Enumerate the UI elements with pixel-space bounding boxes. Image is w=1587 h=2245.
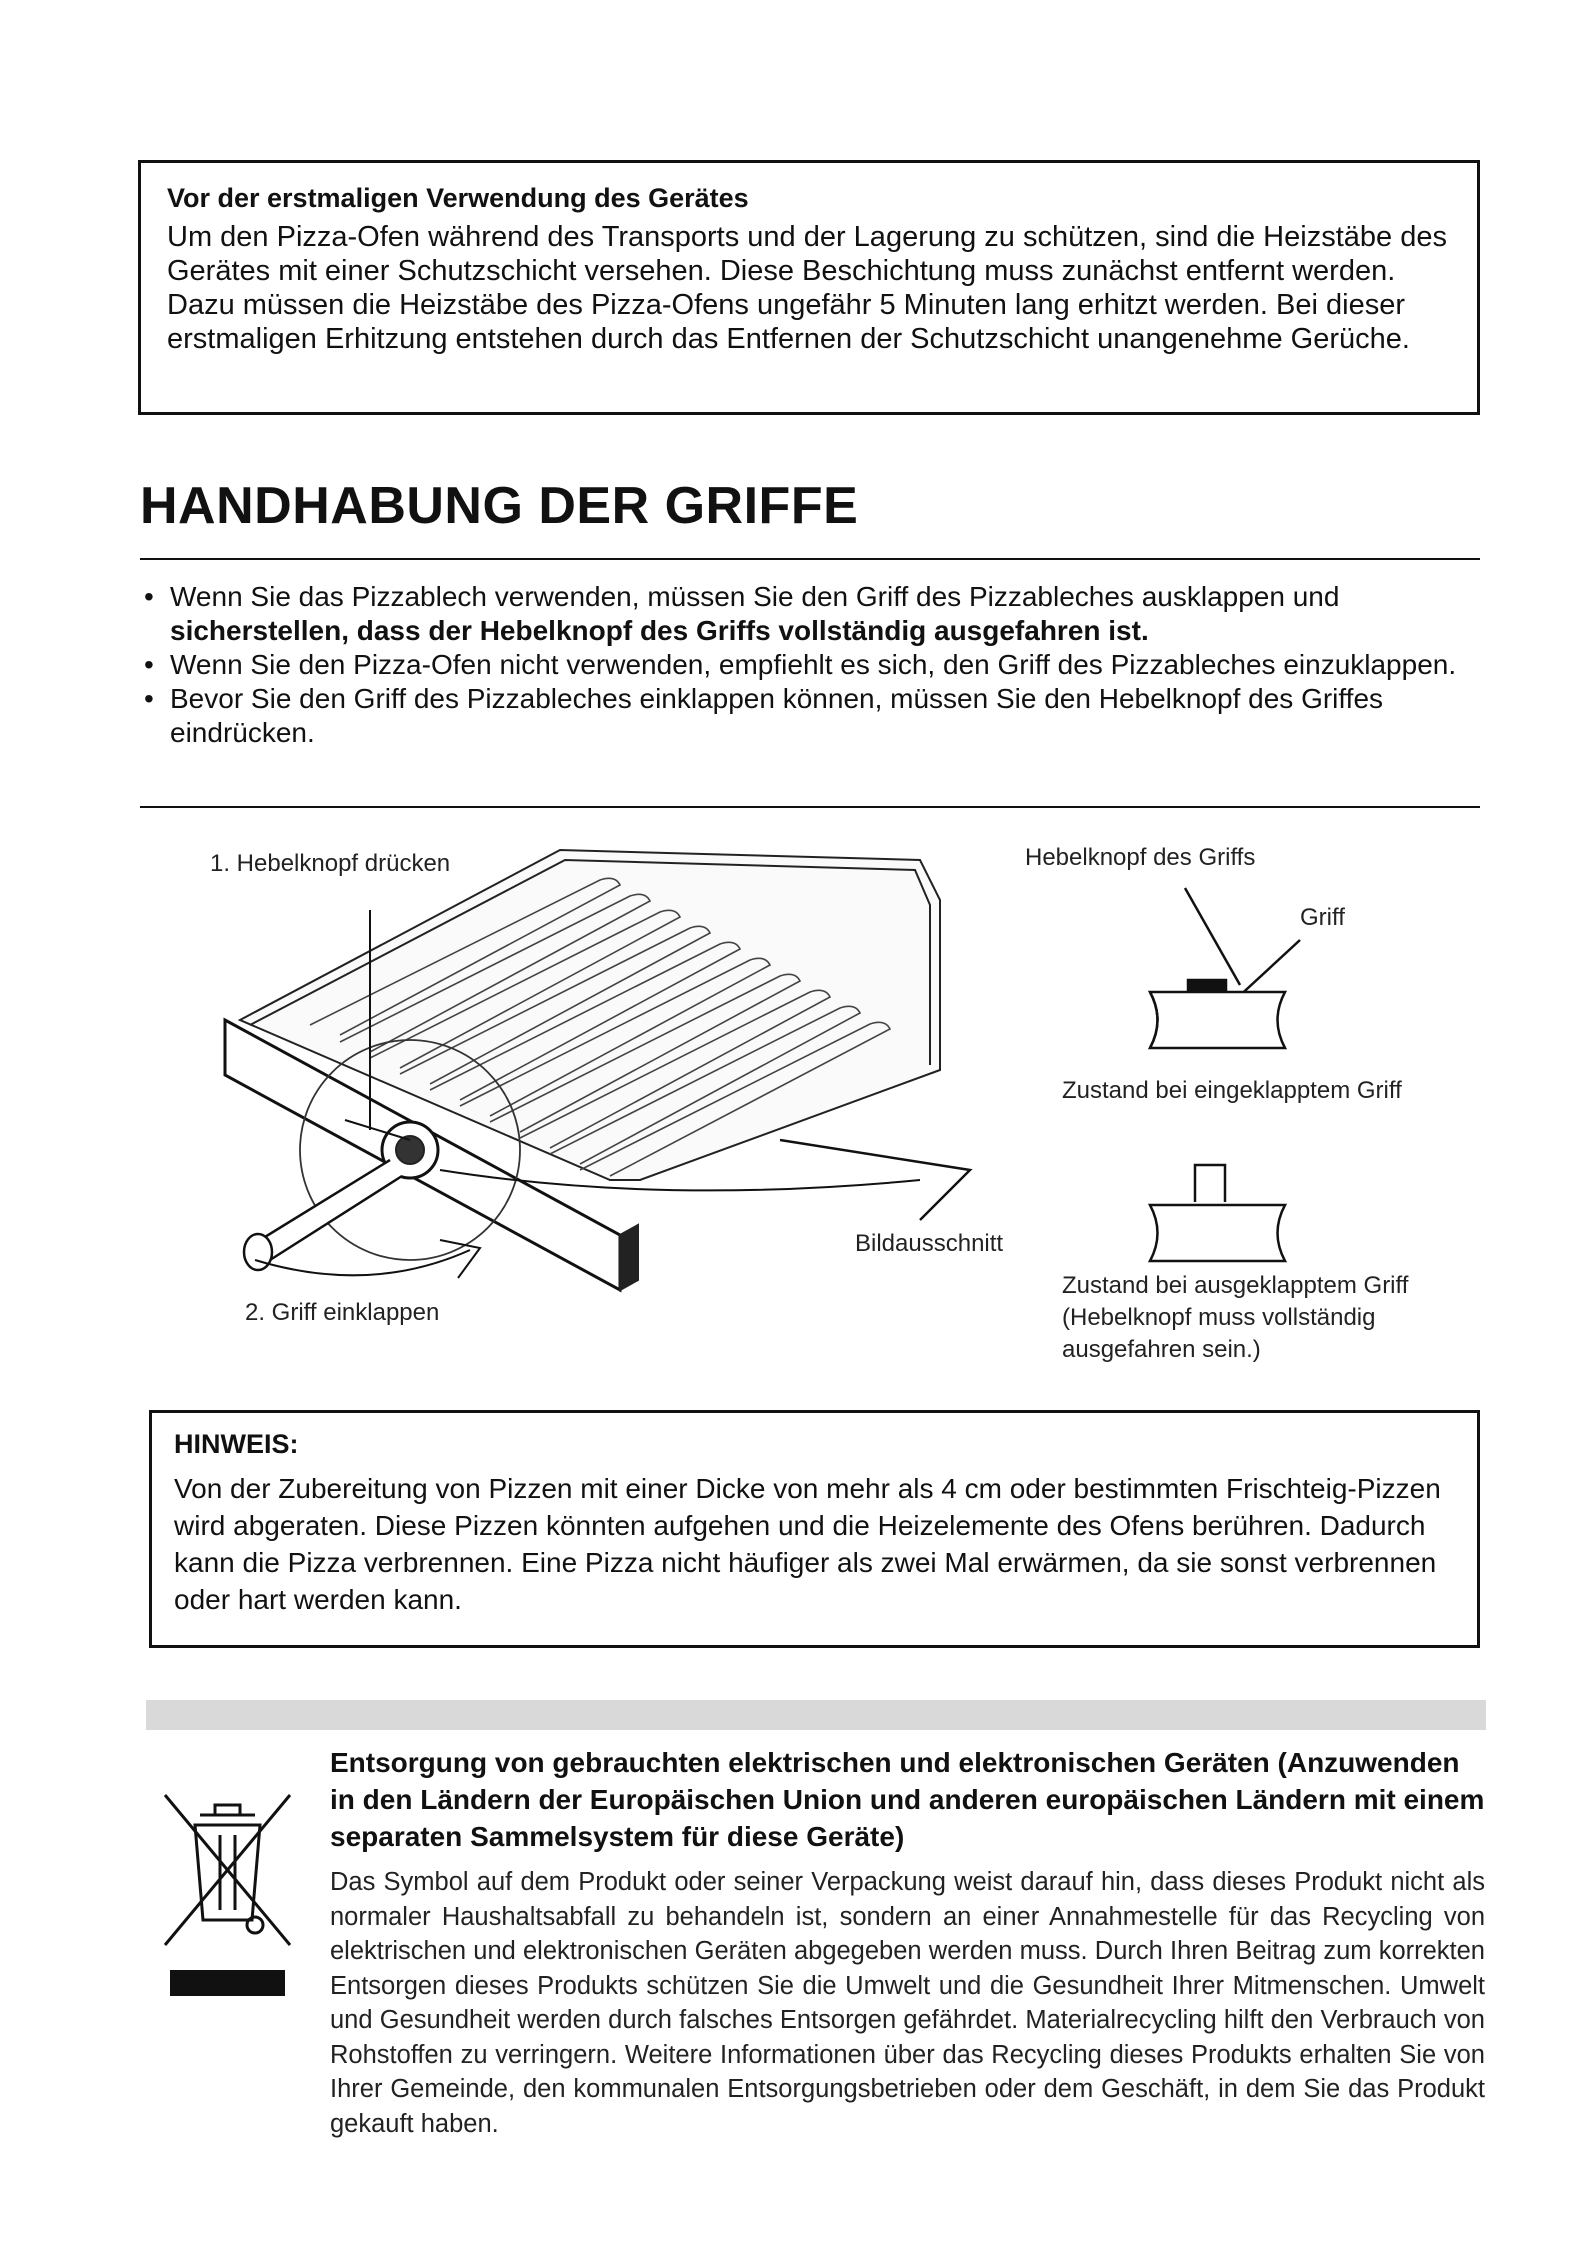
note-text: Von der Zubereitung von Pizzen mit einer Dicke von mehr als 4 cm oder bestimmten Frischteig-Pizzen wird abgeraten. Diese Pizzen könnten aufgehen und die Heizelemente des Ofens berühren. Dadurch kann die Pizza verbrennen. Eine Pizza nicht häufiger als zwei Mal erwärmen, da sie sonst verbrennen oder hart werden kann. xyxy=(174,1473,1441,1615)
state-unfolded-note-1: (Hebelknopf muss vollständig xyxy=(1062,1304,1376,1331)
bullets-divider xyxy=(140,806,1480,808)
handling-bullet-list xyxy=(140,580,1480,750)
step2-label: 2. Griff einklappen xyxy=(245,1299,440,1326)
pizza-tray-illustration xyxy=(225,850,970,1290)
intro-notice-title: Vor der erstmaligen Verwendung des Gerätes xyxy=(167,183,749,213)
unfolded-state-diagram xyxy=(1150,1165,1285,1261)
disposal-header-bar xyxy=(146,1700,1486,1730)
bullet-item xyxy=(140,580,1480,648)
state-unfolded-note-2: ausgefahren sein.) xyxy=(1062,1336,1261,1363)
lever-label: Hebelknopf des Griffs xyxy=(1025,844,1256,871)
step1-label: 1. Hebelknopf drücken xyxy=(210,850,451,877)
state-unfolded-label: Zustand bei ausgeklapptem Griff xyxy=(1062,1272,1409,1299)
bullet-bold-text: sicherstellen, dass der Hebelknopf des Griffs vollständig ausgefahren ist. xyxy=(170,615,1149,646)
bullet-item xyxy=(140,648,1480,682)
heading-divider xyxy=(140,558,1480,560)
bullet-text: Bevor Sie den Griff des Pizzableches einklappen können, müssen Sie den Hebelknopf des Griffes eindrücken. xyxy=(170,683,1384,748)
bullet-text: Wenn Sie den Pizza-Ofen nicht verwenden, empfiehlt es sich, den Griff des Pizzableches einzuklappen. xyxy=(170,649,1457,680)
section-heading: HANDHABUNG DER GRIFFE xyxy=(140,477,859,535)
folded-state-diagram xyxy=(1150,888,1300,1048)
intro-notice-text: Um den Pizza-Ofen während des Transports und der Lagerung zu schützen, sind die Heizstäbe des Gerätes mit einer Schutzschicht versehen. Diese Beschichtung muss zunächst entfernt werden. Dazu müssen die Heizstäbe des Pizza-Ofens ungefähr 5 Minuten lang erhitzt werden. Bei dieser erstmaligen Erhitzung entstehen durch das Entfernen der Schutzschicht unangenehme Gerüche. xyxy=(167,221,1447,355)
detail-label: Bildausschnitt xyxy=(855,1230,1004,1257)
disposal-heading: Entsorgung von gebrauchten elektrischen und elektronischen Geräten (Anzuwenden in den Ländern der Europäischen Union und anderen europäischen Ländern mit einem separaten Sammelsystem für diese Geräte) xyxy=(330,1747,1485,1852)
bullet-item xyxy=(140,682,1480,750)
state-folded-label: Zustand bei eingeklapptem Griff xyxy=(1062,1077,1402,1104)
bullet-text: Wenn Sie das Pizzablech verwenden, müssen Sie den Griff des Pizzableches ausklappen und xyxy=(170,581,1340,612)
handle-label: Griff xyxy=(1300,904,1345,931)
disposal-body: Das Symbol auf dem Produkt oder seiner Verpackung weist darauf hin, dass dieses Produkt nicht als normaler Haushaltsabfall zu behandeln ist, sondern an einer Annahmestelle für das Recycling von elektrischen und elektronischen Geräten abgegeben werden muss. Durch Ihren Beitrag zum korrekten Entsorgen dieses Produkts schützen Sie die Umwelt und die Gesundheit Ihrer Mitmenschen. Umwelt und Gesundheit werden durch falsches Entsorgen gefährdet. Materialrecycling hilft den Verbrauch von Rohstoffen zu verringern. Weitere Informationen über das Recycling dieses Produkts erhalten Sie von Ihrer Gemeinde, den kommunalen Entsorgungsbetrieben oder dem Geschäft, in dem Sie das Produkt gekauft haben. xyxy=(330,1868,1485,2138)
intro-notice-box xyxy=(138,160,1480,415)
crossed-out-bin-icon xyxy=(160,1790,295,2000)
note-title: HINWEIS: xyxy=(174,1429,299,1459)
note-box xyxy=(149,1410,1480,1648)
